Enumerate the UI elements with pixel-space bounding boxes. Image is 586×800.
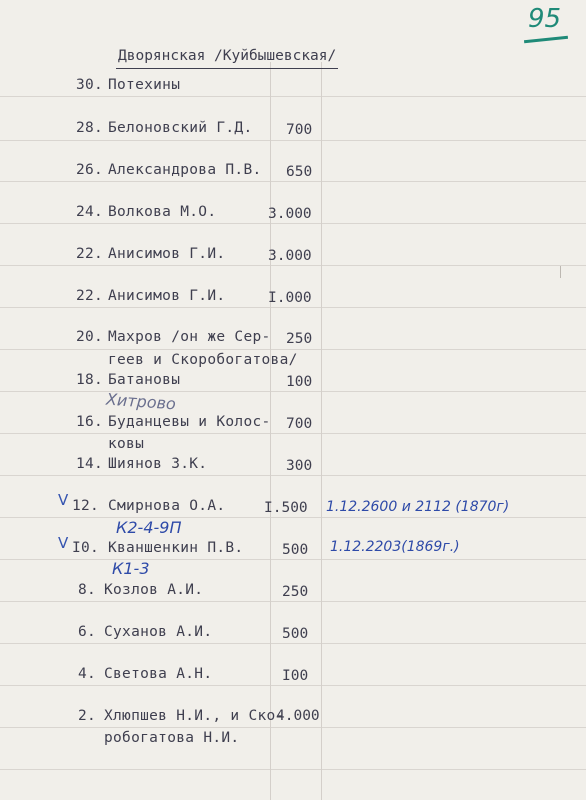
entry-number: 4. bbox=[78, 666, 97, 682]
entry-number: 16. bbox=[76, 414, 104, 430]
rule-line bbox=[0, 559, 586, 560]
entry-name: Батановы bbox=[108, 372, 181, 388]
entry-number: 8. bbox=[78, 582, 97, 598]
rule-line bbox=[0, 433, 586, 434]
check-mark: V bbox=[58, 534, 69, 552]
entry-name: Хлюпшев Н.И., и Ско- bbox=[104, 708, 285, 724]
entry-amount: 100 bbox=[286, 374, 313, 390]
entry-name: Кваншенкин П.В. bbox=[108, 540, 244, 556]
rule-line bbox=[0, 96, 586, 97]
entry-name-continued: робогатова Н.И. bbox=[104, 730, 240, 746]
entry-name: Анисимов Г.И. bbox=[108, 288, 226, 304]
entry-name: Махров /он же Сер- bbox=[108, 329, 271, 345]
entry-amount: 700 bbox=[286, 122, 313, 138]
entry-number: 18. bbox=[76, 372, 104, 388]
entry-amount: I00 bbox=[282, 668, 309, 684]
entry-number: 20. bbox=[76, 329, 104, 345]
entry-amount: 300 bbox=[286, 458, 313, 474]
entry-number: 26. bbox=[76, 162, 104, 178]
entry-number: 22. bbox=[76, 288, 104, 304]
entry-number: 30. bbox=[76, 77, 104, 93]
page-number: 95 bbox=[528, 4, 562, 34]
page-title: Дворянская /Куйбышевская/ bbox=[118, 48, 337, 64]
rule-line bbox=[0, 307, 586, 308]
entry-number: 12. bbox=[72, 498, 100, 514]
title-underline bbox=[116, 68, 338, 69]
entry-name: Волкова М.О. bbox=[108, 204, 217, 220]
entry-number: 6. bbox=[78, 624, 97, 640]
handwritten-note: 1.12.2203(1869г.) bbox=[330, 539, 460, 555]
rule-line bbox=[0, 685, 586, 686]
entry-name: Смирнова О.А. bbox=[108, 498, 226, 514]
entry-number: I0. bbox=[72, 540, 100, 556]
handwritten-annotation: К1-3 bbox=[112, 559, 150, 578]
rule-line bbox=[0, 140, 586, 141]
rule-line bbox=[0, 643, 586, 644]
entry-amount: 500 bbox=[282, 542, 309, 558]
entry-number: 2. bbox=[78, 708, 97, 724]
column-line bbox=[270, 62, 271, 800]
entry-name: Анисимов Г.И. bbox=[108, 246, 226, 262]
entry-name: Шиянов З.К. bbox=[108, 456, 208, 472]
rule-line bbox=[0, 349, 586, 350]
entry-number: 28. bbox=[76, 120, 104, 136]
entry-amount: 500 bbox=[282, 626, 309, 642]
entry-number: 22. bbox=[76, 246, 104, 262]
entry-amount: 250 bbox=[286, 331, 313, 347]
entry-name: Александрова П.В. bbox=[108, 162, 262, 178]
entry-amount: 250 bbox=[282, 584, 309, 600]
entry-amount: I.000 bbox=[268, 290, 312, 306]
entry-name: Суханов А.И. bbox=[104, 624, 213, 640]
entry-name-continued: геев и Скоробогатова/ bbox=[108, 352, 298, 368]
page-number-underline bbox=[524, 36, 568, 44]
handwritten-note: 1.12.2600 и 2112 (1870г) bbox=[326, 499, 510, 515]
rule-line bbox=[0, 391, 586, 392]
rule-line bbox=[0, 475, 586, 476]
rule-line bbox=[0, 601, 586, 602]
paper-mark bbox=[560, 266, 561, 278]
entry-amount: 3.000 bbox=[268, 248, 312, 264]
entry-amount: 3.000 bbox=[268, 206, 312, 222]
check-mark: V bbox=[58, 491, 69, 509]
entry-amount: 650 bbox=[286, 164, 313, 180]
handwritten-annotation: К2-4-9П bbox=[116, 518, 182, 537]
entry-name: Белоновский Г.Д. bbox=[108, 120, 253, 136]
column-line bbox=[321, 62, 322, 800]
rule-line bbox=[0, 265, 586, 266]
rule-line bbox=[0, 223, 586, 224]
rule-line bbox=[0, 769, 586, 770]
rule-line bbox=[0, 181, 586, 182]
entry-name: Козлов А.И. bbox=[104, 582, 204, 598]
entry-number: 24. bbox=[76, 204, 104, 220]
rule-line bbox=[0, 727, 586, 728]
entry-name: Буданцевы и Колос- bbox=[108, 414, 271, 430]
entry-amount: 4.000 bbox=[276, 708, 320, 724]
entry-amount: 700 bbox=[286, 416, 313, 432]
entry-number: 14. bbox=[76, 456, 104, 472]
rule-line bbox=[0, 517, 586, 518]
entry-amount: I.500 bbox=[264, 500, 308, 516]
entry-name: Потехины bbox=[108, 77, 181, 93]
entry-name-continued: ковы bbox=[108, 436, 145, 452]
entry-name: Светова А.Н. bbox=[104, 666, 213, 682]
handwritten-annotation: Хитрово bbox=[105, 389, 177, 414]
